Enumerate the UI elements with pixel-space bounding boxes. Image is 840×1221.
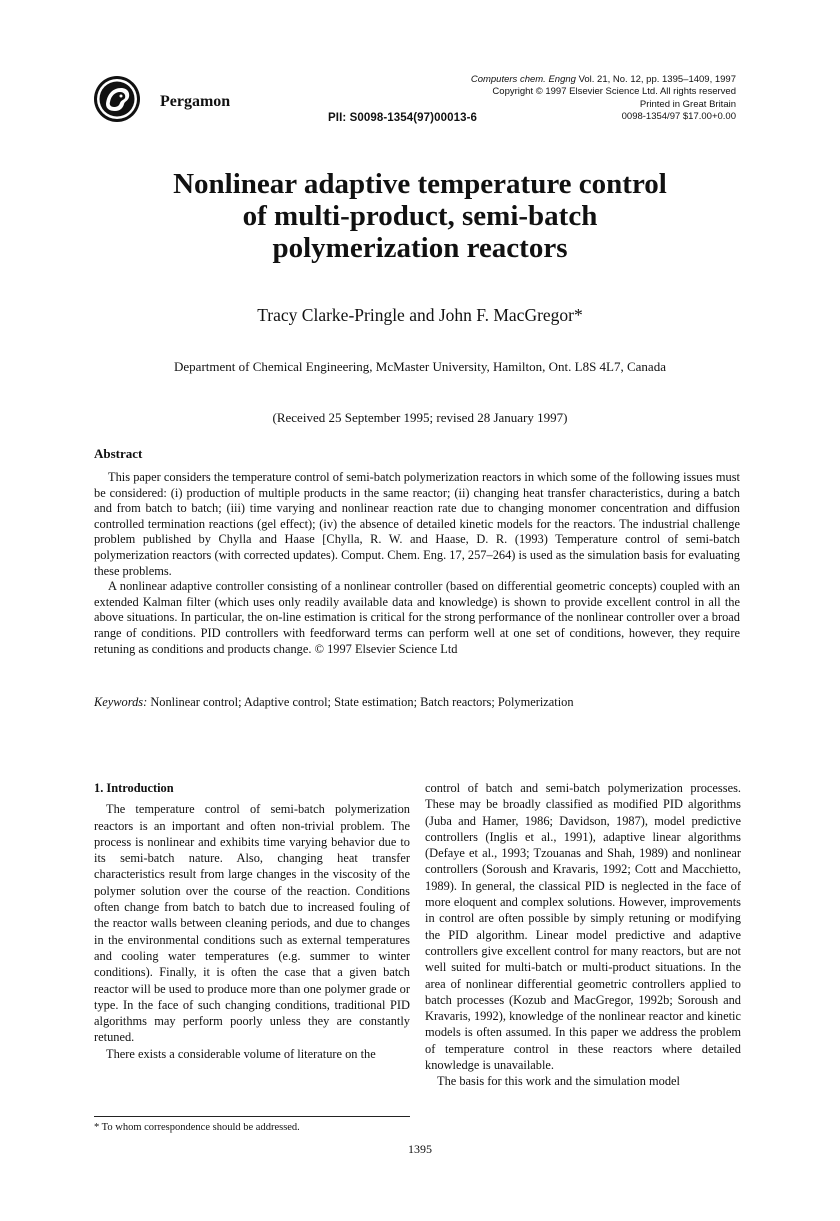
section-heading: 1. Introduction — [94, 781, 174, 795]
body-paragraph: The basis for this work and the simulation model — [437, 1074, 680, 1089]
footnote: * To whom correspondence should be addressed. — [94, 1122, 300, 1133]
copyright-line: Copyright © 1997 Elsevier Science Ltd. All rights reserved — [492, 86, 736, 98]
pii-code: PII: S0098-1354(97)00013-6 — [328, 112, 478, 124]
title-line: polymerization reactors — [272, 232, 568, 264]
right-column — [425, 780, 741, 1090]
page-number: 1395 — [408, 1142, 432, 1156]
body-paragraph: There exists a considerable volume of literature on the — [106, 1046, 376, 1061]
issn-line: 0098-1354/97 $17.00+0.00 — [621, 111, 736, 123]
journal-name: Computers chem. Engng — [470, 74, 576, 85]
journal-citation — [471, 74, 736, 86]
abstract-paragraph: This paper considers the temperature control of semi-batch polymerization reactors in which some of the following issues must be considered: (i) production of multiple products in the same reactor; (ii) changing heat transfer characteristics, during a batch and from batch to batch; (iii) time varying and nonlinear reaction rate due to changing monomer concentration and diffusion controlled termination reactions (gel effect); (iv) the absence of detailed kinetic models for the reactors. The industrial challenge problem published by Chylla and Haase [Chylla, R. W. and Haase, D. R. (1993) Temperature control of semi-batch polymerization reactors (with corrected updates). Comput. Chem. Eng. 17, 257–264) is used as the simulation basis for evaluating these problems. — [94, 470, 740, 578]
keywords-label: Keywords: — [94, 695, 148, 709]
abstract-paragraph: A nonlinear adaptive controller consisting of a nonlinear controller (based on differential geometric concepts) coupled with an extended Kalman filter (which uses only readily available data and knowledge) is shown to provide excellent control in all the above situations. In particular, the on-line estimation is critical for the strong performance of the nonlinear controller over a broad range of conditions. PID controllers with feedforward terms can perform well at one set of conditions, however, they require retuning as conditions and products change. © 1997 Elsevier Science Ltd — [94, 579, 740, 656]
footnote-divider — [94, 1116, 410, 1117]
publisher-name: Pergamon — [160, 93, 231, 110]
title-line: Nonlinear adaptive temperature control — [173, 168, 667, 200]
printed-line: Printed in Great Britain — [639, 98, 736, 110]
paper-title — [100, 168, 740, 264]
affiliation: Department of Chemical Engineering, McMaster University, Hamilton, Ont. L8S 4L7, Canada — [174, 359, 666, 374]
left-column — [94, 780, 410, 1062]
journal-info — [471, 74, 736, 124]
journal-volume: Vol. 21, No. 12, pp. 1395–1409, 1997 — [575, 74, 736, 85]
received-dates: (Received 25 September 1995; revised 28 January 1997) — [272, 410, 568, 425]
body-paragraph: The temperature control of semi-batch polymerization reactors is an important and often non-trivial problem. The process is nonlinear and exhibits time varying behavior due to its semi-batch nature. Also, changing heat transfer characteristics result from large changes in the viscosity of the polymer solution over the course of the reaction. Conditions often change from batch to batch due to increased fouling of the reactor walls between cleaning periods, and due to changes in the environmental conditions such as external temperatures and cooling water temperatures (e.g. summer to winter conditions). Finally, it is often the case that a given batch reactor will be used to produce more than one polymer grade or type. In the face of such changing conditions, traditional PID algorithms may perform poorly unless they are constantly retuned. — [94, 802, 410, 1045]
keywords — [94, 695, 740, 710]
abstract-body — [94, 470, 740, 657]
title-line: of multi-product, semi-batch — [242, 200, 598, 232]
abstract-heading: Abstract — [94, 446, 143, 461]
body-paragraph: control of batch and semi-batch polymerization processes. These may be broadly classified as modified PID algorithms (Juba and Hamer, 1986; Davidson, 1987), model predictive controllers (Inglis et al., 1991), adaptive linear algorithms (Defaye et al., 1993; Tzouanas and Shah, 1989) and nonlinear controllers (Soroush and Kravaris, 1992; Cott and Macchietto, 1989). In general, the classical PID is neglected in the face of more eloquent and complex solutions. However, improvements in control are often possible by simply retuning or modifying the PID algorithm. Linear model predictive and adaptive controllers give excellent control for many reactors, but are not well suited for multi-batch or multi-product situations. In the area of nonlinear differential geometric controllers applied to batch processes (Kozub and MacGregor, 1992b; Soroush and Kravaris, 1992), knowledge of the nonlinear reactor and kinetic models is often assumed. In this paper we address the problem of temperature control in these reactors where detailed knowledge is unavailable. — [425, 781, 741, 1073]
publisher-logo — [92, 74, 142, 124]
authors: Tracy Clarke-Pringle and John F. MacGregor* — [257, 305, 583, 325]
keywords-text: Nonlinear control; Adaptive control; State estimation; Batch reactors; Polymerization — [147, 695, 574, 709]
